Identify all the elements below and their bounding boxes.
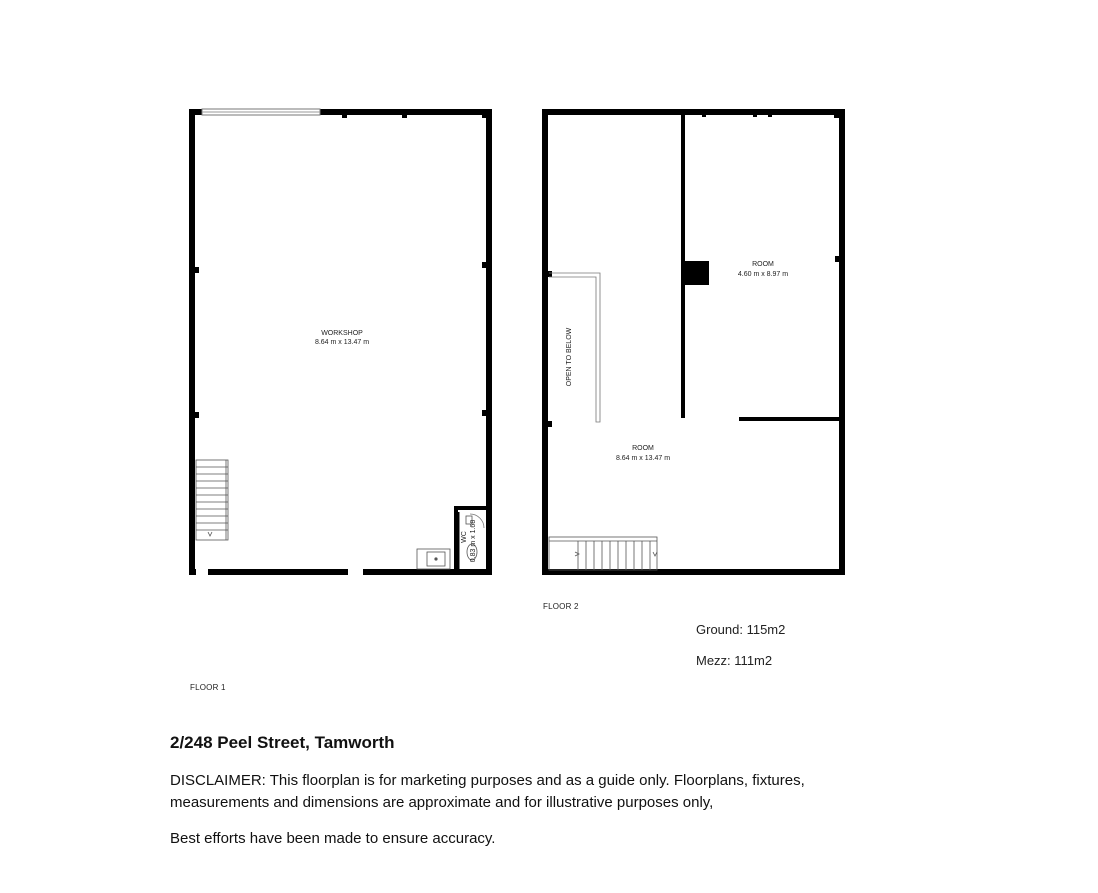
disclaimer-text: DISCLAIMER: This floorplan is for marketing purposes and as a guide only. Floorplans, fixtures, measurements and dimensions are approximate and for illustrative purposes only, bbox=[170, 772, 805, 811]
room-side-dims: 4.60 m x 8.97 m bbox=[737, 271, 789, 278]
floor1-plan bbox=[192, 109, 489, 575]
floor1-bottom-opening-1 bbox=[196, 569, 208, 575]
ground-area: Ground: 115m2 bbox=[696, 622, 786, 637]
room-main-name: ROOM bbox=[632, 445, 654, 452]
wc-name: WC bbox=[461, 531, 468, 543]
floor2-outer-wall bbox=[545, 112, 842, 572]
open-to-below-label: OPEN TO BELOW bbox=[566, 327, 573, 387]
mezz-area: Mezz: 111m2 bbox=[696, 653, 773, 668]
floor2-label: FLOOR 2 bbox=[543, 602, 579, 611]
floor2-column bbox=[683, 261, 709, 285]
disclaimer-accuracy: Best efforts have been made to ensure accuracy. bbox=[170, 830, 496, 847]
floor2-plan bbox=[545, 112, 842, 572]
wc-dims: 0.83 m x 1.68 bbox=[470, 519, 477, 563]
floor1-stairs bbox=[196, 460, 228, 540]
floor2-railing bbox=[549, 273, 600, 422]
floor2-stairs bbox=[549, 537, 657, 570]
room-main-dims: 8.64 m x 13.47 m bbox=[615, 455, 671, 462]
workshop-name: WORKSHOP bbox=[321, 330, 363, 337]
room-side-name: ROOM bbox=[752, 261, 774, 268]
property-address: 2/248 Peel Street, Tamworth bbox=[170, 733, 395, 752]
floor1-sink bbox=[417, 549, 450, 569]
floor1-label: FLOOR 1 bbox=[190, 683, 226, 692]
workshop-dims: 8.64 m x 13.47 m bbox=[314, 339, 370, 346]
floor1-bottom-opening-2 bbox=[348, 569, 363, 575]
